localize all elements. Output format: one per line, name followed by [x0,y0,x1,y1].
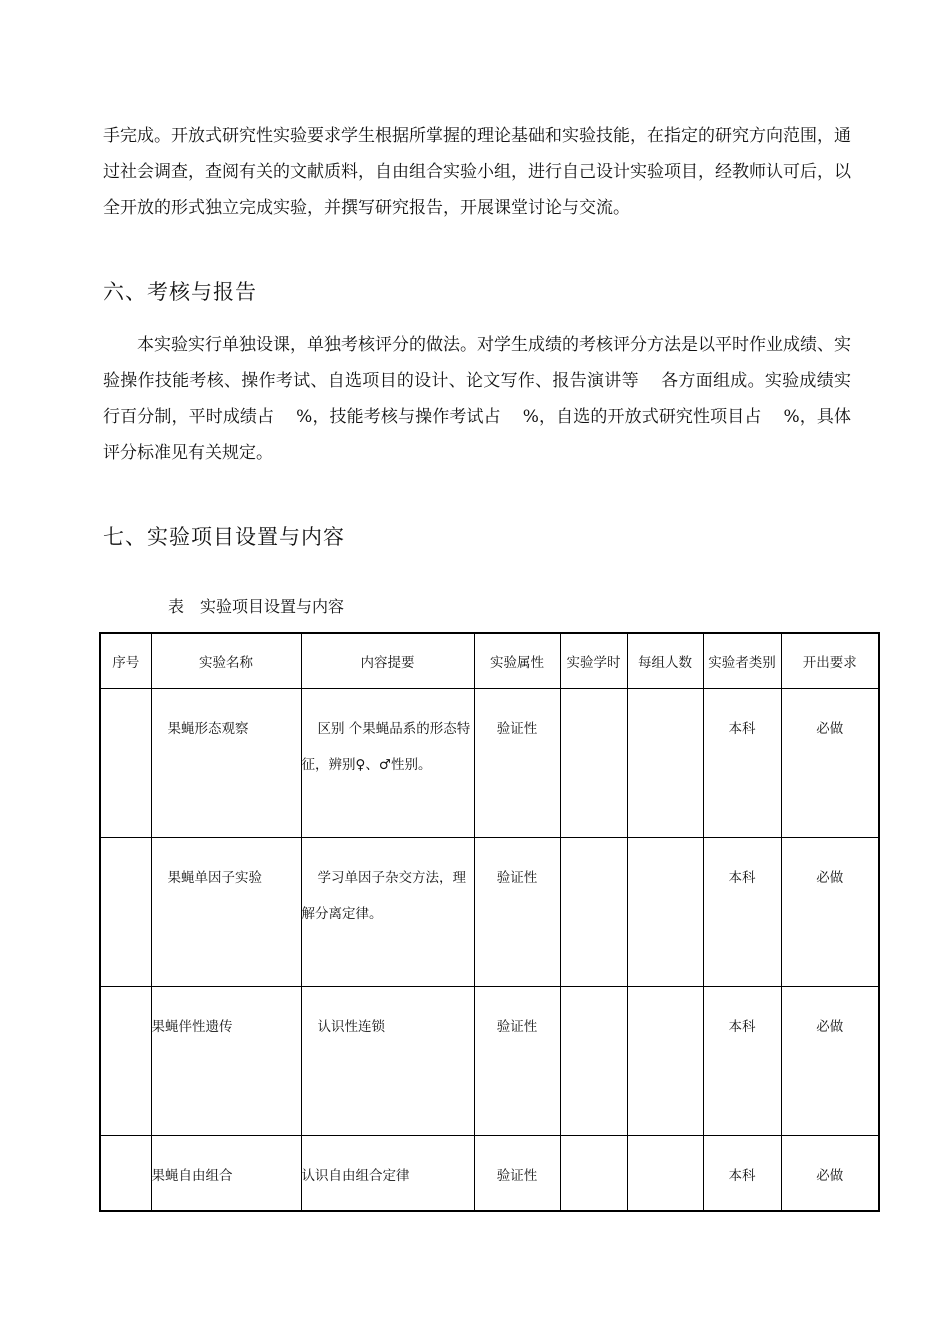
cell-name: 果蝇伴性遗传 [151,987,301,1136]
table-header-row [100,633,879,689]
cell-attr: 验证性 [474,689,560,838]
table-row [100,987,879,1136]
cell-group [627,987,703,1136]
header-name: 实验名称 [151,633,301,689]
cell-requirement: 必做 [781,838,879,987]
header-group: 每组人数 [627,633,703,689]
header-hours: 实验学时 [560,633,627,689]
table-row [100,838,879,987]
cell-summary: 认识自由组合定律 [301,1136,474,1212]
cell-attr: 验证性 [474,838,560,987]
section6-text-3: %，技能考核与操作考试占 [296,407,501,427]
header-category: 实验者类别 [703,633,781,689]
cell-group [627,1136,703,1212]
table-caption: 表 实验项目设置与内容 [168,597,345,616]
section6-text-2: 各方面组成。实验成绩实行百分制，平时成绩占 [103,371,852,427]
cell-name: 果蝇单因子实验 [151,838,301,987]
header-requirement: 开出要求 [781,633,879,689]
cell-category: 本科 [703,1136,781,1212]
cell-summary: 学习单因子杂交方法，理解分离定律。 [301,838,474,987]
header-no: 序号 [100,633,151,689]
table-row [100,1136,879,1212]
cell-name: 果蝇形态观察 [151,689,301,838]
cell-group [627,838,703,987]
cell-requirement: 必做 [781,1136,879,1212]
cell-category: 本科 [703,838,781,987]
intro-paragraph: 手完成。开放式研究性实验要求学生根据所掌握的理论基础和实验技能，在指定的研究方向范围，通过社会调查，查阅有关的文献质料，自由组合实验小组，进行自己设计实验项目，经教师认可后，以全开放的形式独立完成实验，并撰写研究报告，开展课堂讨论与交流。 [103,126,851,218]
cell-hours [560,689,627,838]
cell-no [100,689,151,838]
header-summary: 内容提要 [301,633,474,689]
cell-category: 本科 [703,689,781,838]
cell-summary: 区别 个果蝇品系的形态特征，辨别♀、♂性别。 [301,689,474,838]
cell-hours [560,987,627,1136]
header-attr: 实验属性 [474,633,560,689]
section6-heading: 六、考核与报告 [103,280,257,304]
section6-text-5: %，具体评分标准见有关规定。 [103,407,852,463]
cell-group [627,689,703,838]
cell-attr: 验证性 [474,987,560,1136]
section7-heading: 七、实验项目设置与内容 [103,525,345,549]
cell-category: 本科 [703,987,781,1136]
cell-hours [560,1136,627,1212]
cell-attr: 验证性 [474,1136,560,1212]
section6-text-1: 本实验实行单独设课，单独考核评分的做法。对学生成绩的考核评分方法是以平时作业成绩、实验操作技能考核、操作考试、自选项目的设计、论文写作、报告演讲等 [103,335,851,391]
cell-no [100,987,151,1136]
experiment-table [99,632,880,1212]
cell-requirement: 必做 [781,689,879,838]
cell-hours [560,838,627,987]
cell-requirement: 必做 [781,987,879,1136]
cell-no [100,1136,151,1212]
cell-name: 果蝇自由组合 [151,1136,301,1212]
table-row [100,689,879,838]
cell-summary: 认识性连锁 [301,987,474,1136]
section6-paragraph [103,327,851,471]
cell-no [100,838,151,987]
section6-text-4: %，自选的开放式研究性项目占 [522,407,762,427]
